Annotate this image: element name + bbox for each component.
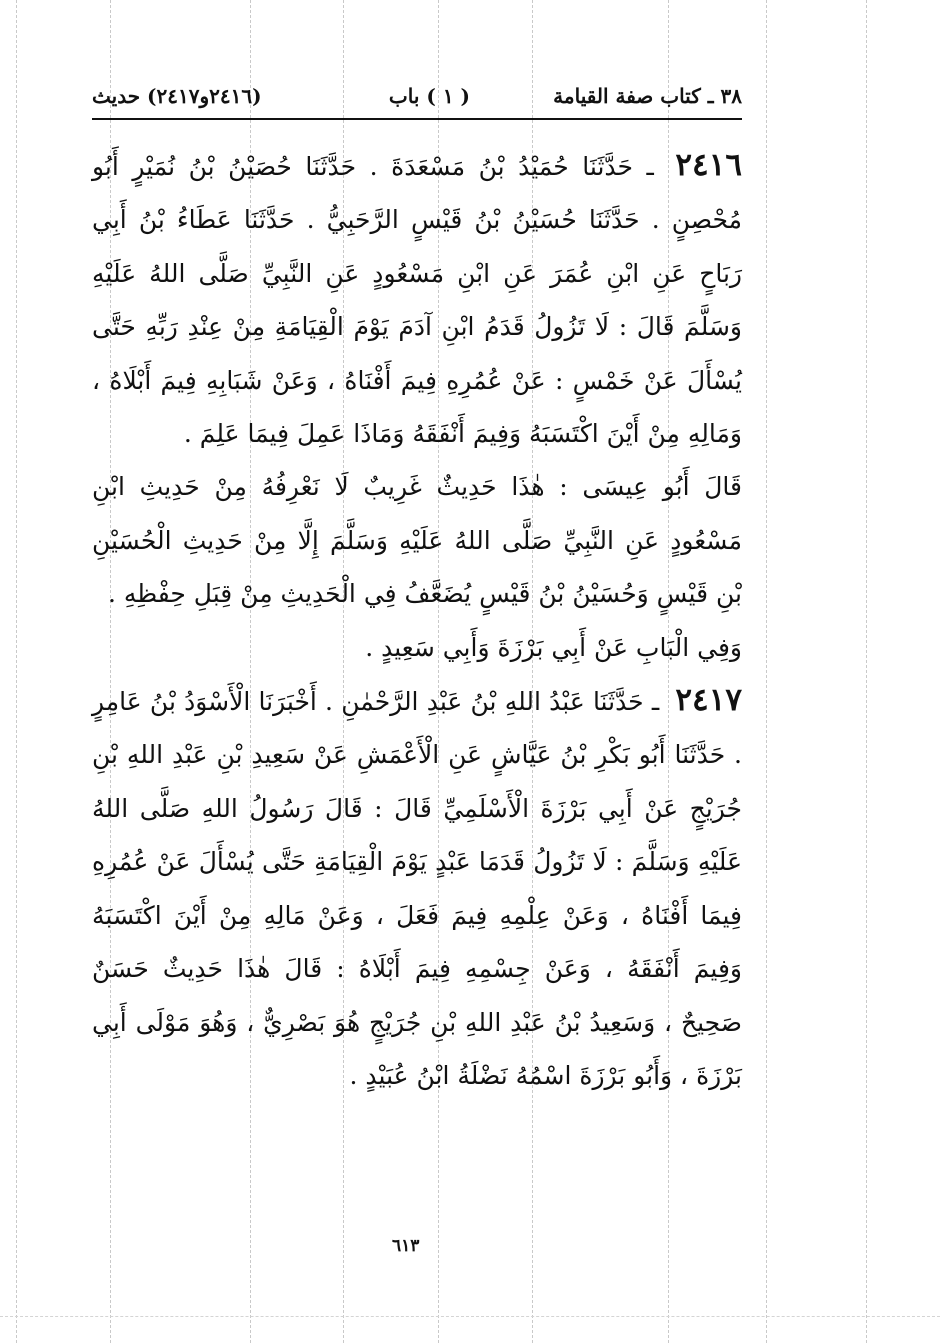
hadith-2416 [92, 139, 742, 460]
hadith-2416-commentary: قَالَ أَبُو عِيسَى : هٰذَا حَدِيثٌ غَرِيبٌ لَا نَعْرِفُهُ مِنْ حَدِيثِ ابْنِ مَسْعُودٍ عَنِ النَّبِيِّ صَلَّى اللهُ عَلَيْهِ وَسَلَّمَ إِلَّا مِنْ حَدِيثِ الْحُسَيْنِ بْنِ قَيْسٍ وَحُسَيْنُ بْنُ قَيْسٍ يُضَعَّفُ فِي الْحَدِيثِ مِنْ قِبَلِ حِفْظِهِ . [92, 472, 742, 609]
hadith-number: ٢٤١٦ [675, 147, 742, 183]
chapter-title: ٣٨ ـ كتاب صفة القيامة [553, 84, 742, 108]
page-number: ٦١٣ [392, 1236, 420, 1256]
grid-line [0, 1316, 940, 1317]
hadith-text: ـ حَدَّثَنَا حُمَيْدُ بْنُ مَسْعَدَةَ . حَدَّثَنَا حُصَيْنُ بْنُ نُمَيْرٍ أَبُو مُحْصِنٍ . حَدَّثَنَا حُسَيْنُ بْنُ قَيْسٍ الرَّحَبِيُّ . حَدَّثَنَا عَطَاءُ بْنُ أَبِي رَبَاحٍ عَنِ ابْنِ عُمَرَ عَنِ ابْنِ مَسْعُودٍ عَنِ النَّبِيِّ صَلَّى اللهُ عَلَيْهِ وَسَلَّمَ قَالَ : لَا تَزُولُ قَدَمُ ابْنِ آدَمَ يَوْمَ الْقِيَامَةِ مِنْ عِنْدِ رَبِّهِ حَتَّى يُسْأَلَ عَنْ خَمْسٍ : عَنْ عُمُرِهِ فِيمَ أَفْنَاهُ ، وَعَنْ شَبَابِهِ فِيمَ أَبْلَاهُ ، وَمَالِهِ مِنْ أَيْنَ اكْتَسَبَهُ وَفِيمَ أَنْفَقَهُ وَمَاذَا عَمِلَ فِيمَا عَلِمَ . [92, 152, 742, 449]
hadith-number: ٢٤١٧ [675, 682, 743, 719]
hadith-2417 [92, 674, 742, 1102]
grid-line [866, 0, 867, 1343]
page-header [92, 70, 742, 120]
hadith-range: (٢٤١٦و٢٤١٧) حديث [92, 84, 262, 108]
grid-line [16, 0, 17, 1343]
book-page [92, 70, 742, 1102]
hadith-text: ـ حَدَّثَنَا عَبْدُ اللهِ بْنُ عَبْدِ الرَّحْمٰنِ . أَخْبَرَنَا الْأَسْوَدُ بْنُ عَامِرٍ . حَدَّثَنَا أَبُو بَكْرِ بْنُ عَيَّاشٍ عَنِ الْأَعْمَشِ عَنْ سَعِيدِ بْنِ عَبْدِ اللهِ بْنِ جُرَيْجٍ عَنْ أَبِي بَرْزَةَ الْأَسْلَمِيِّ قَالَ : قَالَ رَسُولُ اللهِ صَلَّى اللهُ عَلَيْهِ وَسَلَّمَ : لَا تَزُولُ قَدَمَا عَبْدٍ يَوْمَ الْقِيَامَةِ حَتَّى يُسْأَلَ عَنْ عُمُرِهِ فِيمَا أَفْنَاهُ ، وَعَنْ عِلْمِهِ فِيمَ فَعَلَ ، وَعَنْ مَالِهِ مِنْ أَيْنَ اكْتَسَبَهُ وَفِيمَ أَنْفَقَهُ ، وَعَنْ جِسْمِهِ فِيمَ أَبْلَاهُ : قَالَ هٰذَا حَدِيثٌ حَسَنٌ صَحِيحٌ ، وَسَعِيدُ بْنُ عَبْدِ اللهِ بْنِ جُرَيْجٍ هُوَ بَصْرِيٌّ ، وَهُوَ مَوْلَى أَبِي بَرْزَةَ ، وَأَبُو بَرْزَةَ اسْمُهُ نَضْلَةُ ابْنُ عُبَيْدٍ . [92, 687, 742, 1090]
bab-title: ( ١ ) باب [388, 84, 470, 108]
hadith-2416-note: وَفِي الْبَابِ عَنْ أَبِي بَرْزَةَ وَأَبِي سَعِيدٍ . [365, 632, 742, 662]
grid-line [766, 0, 767, 1343]
